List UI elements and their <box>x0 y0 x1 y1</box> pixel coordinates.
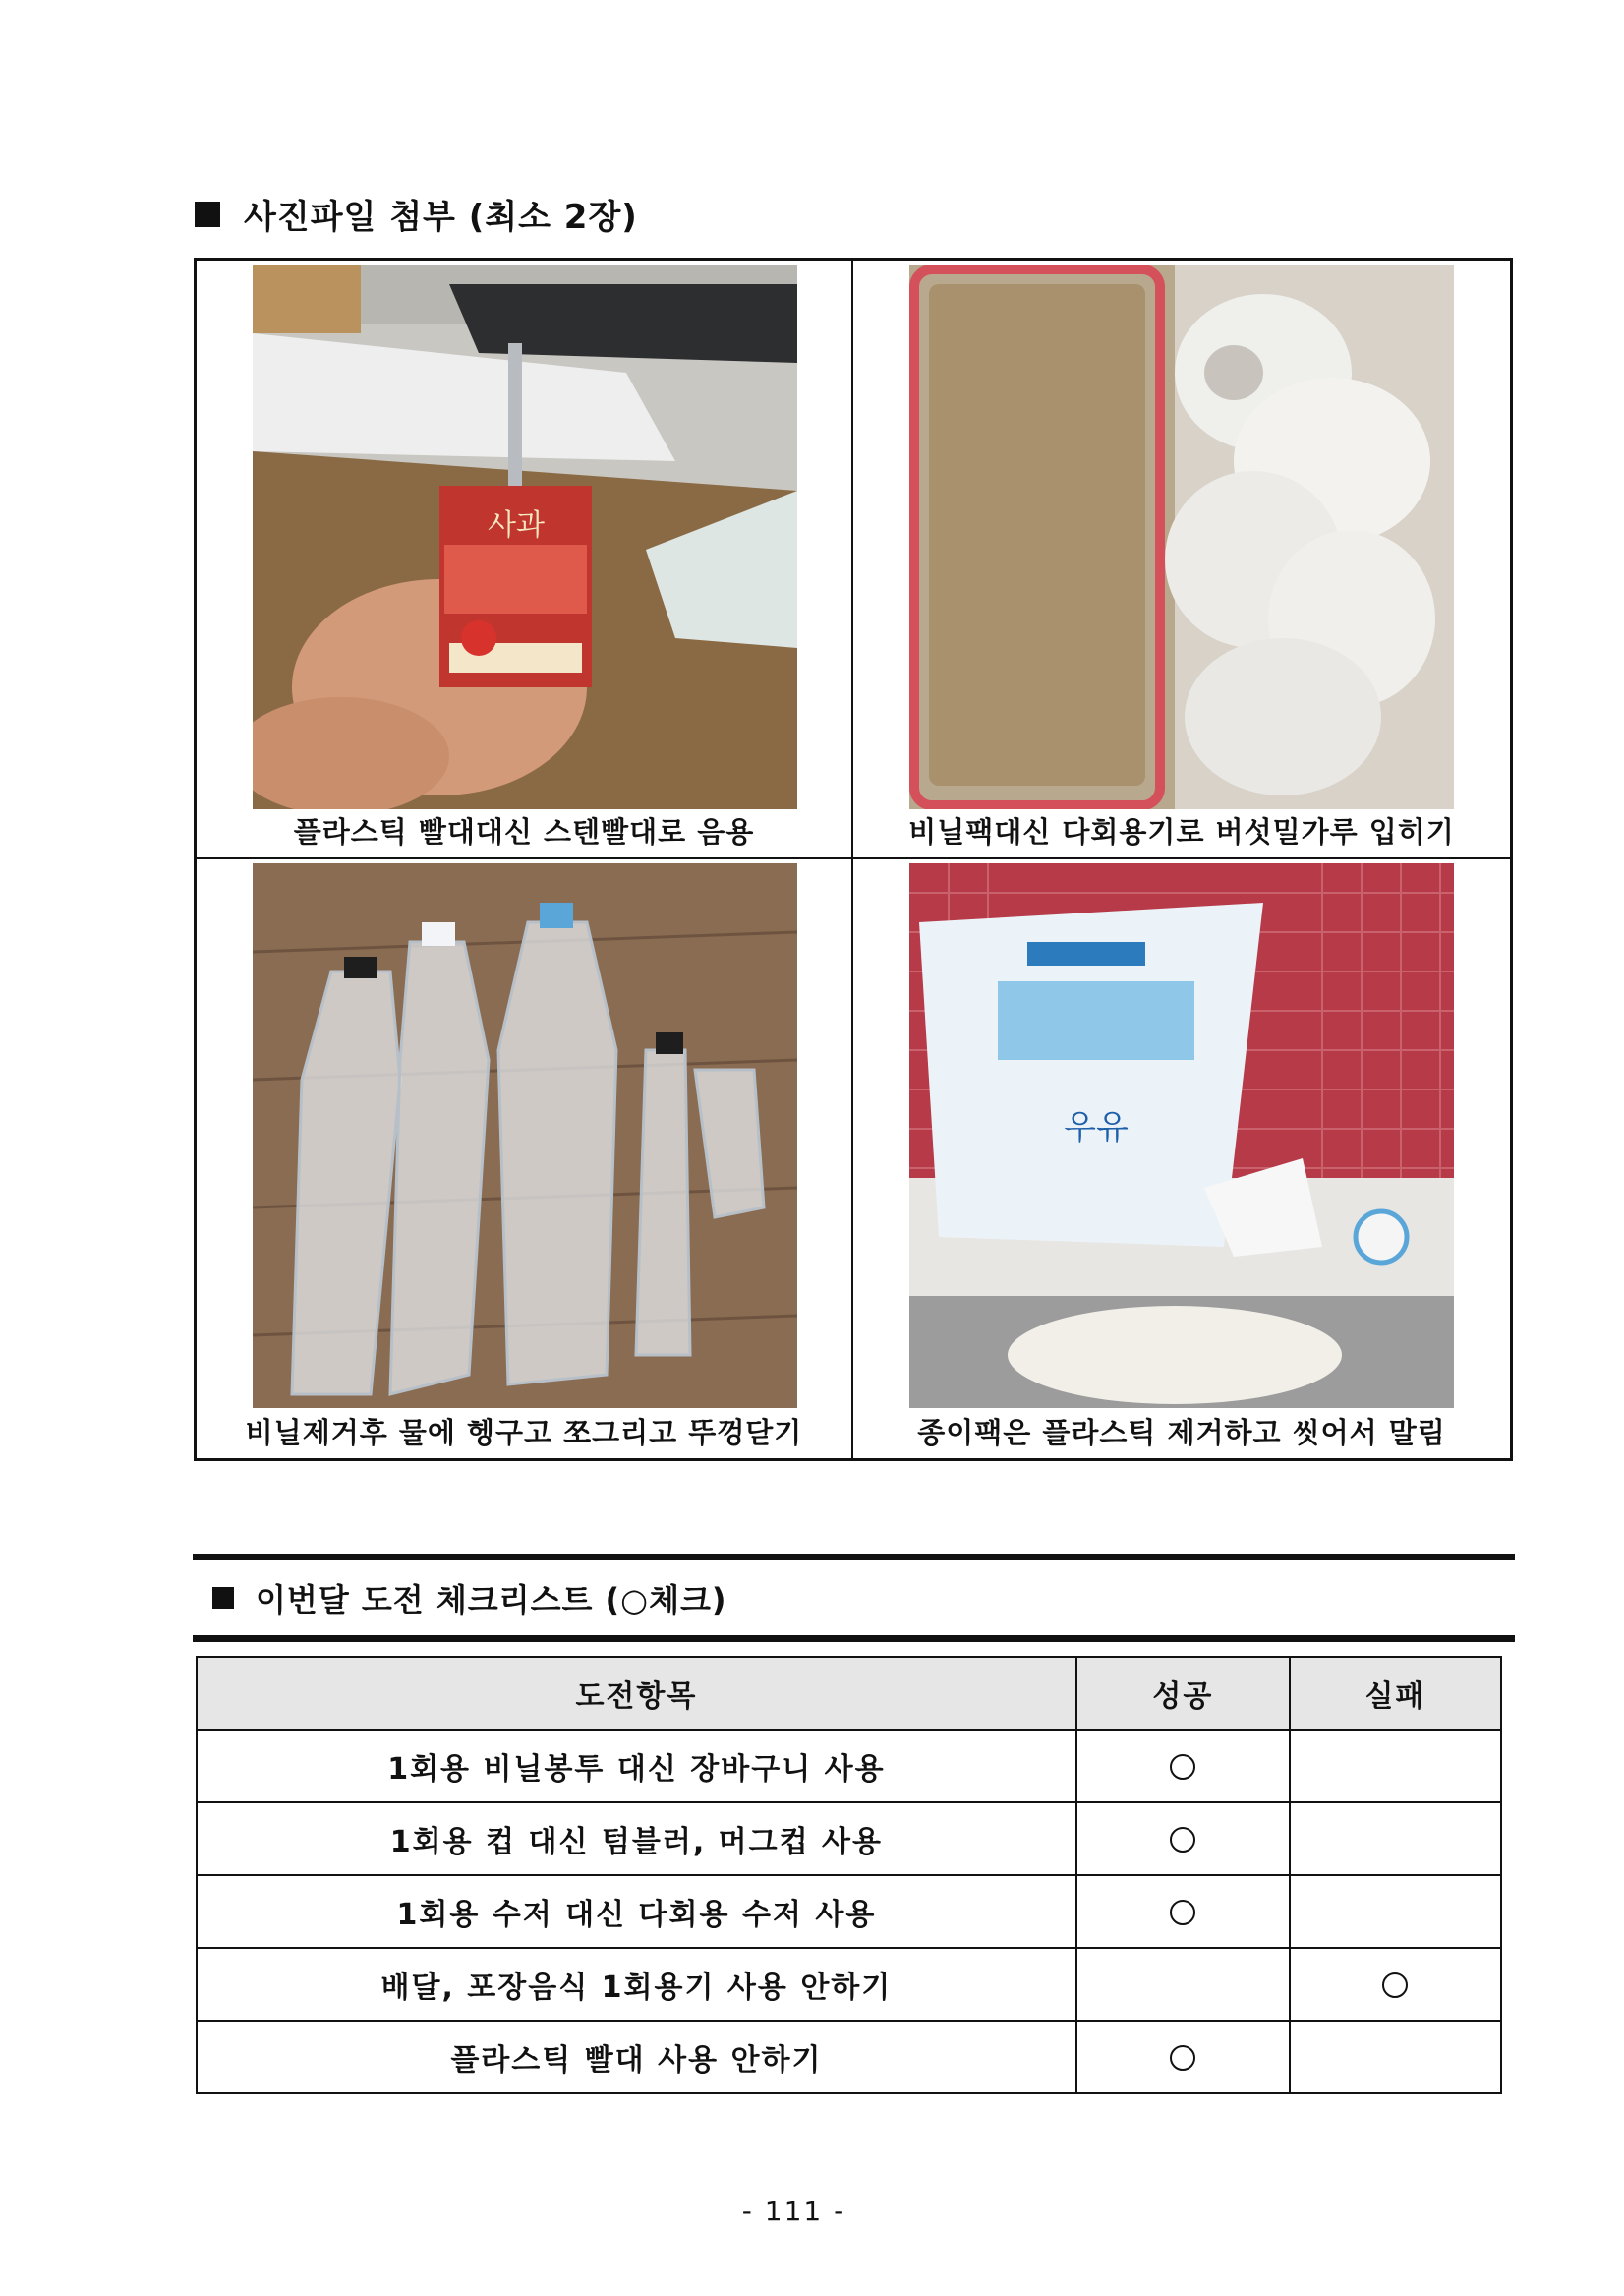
svg-text:사과: 사과 <box>488 508 545 543</box>
fail-cell <box>1290 1875 1501 1948</box>
milk-carton-photo <box>909 863 1454 1408</box>
square-bullet-icon <box>195 202 220 227</box>
circle-mark-icon <box>1170 1827 1195 1853</box>
juice-box-steel-straw-photo <box>253 265 797 809</box>
success-cell <box>1076 1875 1290 1948</box>
checklist-header <box>193 1554 1515 1642</box>
container-mushroom-flour-photo <box>909 265 1454 809</box>
table-row <box>197 1730 1501 1802</box>
photo-section-title <box>195 190 638 238</box>
photo-caption-1: 플라스틱 빨대대신 스텐빨대로 음용 <box>293 815 755 849</box>
svg-text:우유: 우유 <box>1064 1108 1129 1148</box>
challenge-table <box>196 1656 1502 2094</box>
photo-caption-4: 종이팩은 플라스틱 제거하고 씻어서 말림 <box>917 1416 1446 1449</box>
success-cell <box>1076 1730 1290 1802</box>
challenge-item: 1회용 비닐봉투 대신 장바구니 사용 <box>197 1730 1076 1802</box>
checklist-title-text: 이번달 도전 체크리스트 (○체크) <box>256 1581 727 1619</box>
fail-cell <box>1290 1948 1501 2021</box>
photo-caption-3: 비닐제거후 물에 헹구고 쪼그리고 뚜껑닫기 <box>245 1416 803 1449</box>
challenge-item: 1회용 수저 대신 다회용 수저 사용 <box>197 1875 1076 1948</box>
fail-cell <box>1290 2021 1501 2093</box>
fail-cell <box>1290 1802 1501 1875</box>
success-cell <box>1076 1948 1290 2021</box>
challenge-item: 1회용 컵 대신 텀블러, 머그컵 사용 <box>197 1802 1076 1875</box>
table-row <box>197 2021 1501 2093</box>
circle-mark-icon <box>1170 2045 1195 2071</box>
header-item: 도전항목 <box>197 1657 1076 1730</box>
success-cell <box>1076 2021 1290 2093</box>
photo-cell-1 <box>197 261 853 859</box>
circle-mark-icon <box>1170 1900 1195 1925</box>
square-bullet-icon <box>212 1587 234 1609</box>
challenge-item: 배달, 포장음식 1회용기 사용 안하기 <box>197 1948 1076 2021</box>
page-number: - 111 - <box>741 2195 846 2227</box>
header-fail: 실패 <box>1290 1657 1501 1730</box>
photo-cell-4 <box>853 859 1510 1458</box>
circle-mark-icon <box>1170 1754 1195 1780</box>
pet-bottles-photo <box>253 863 797 1408</box>
table-header-row <box>197 1657 1501 1730</box>
photo-cell-3 <box>197 859 853 1458</box>
success-cell <box>1076 1802 1290 1875</box>
photo-section-title-text: 사진파일 첨부 (최소 2장) <box>244 198 638 237</box>
photo-grid <box>194 258 1513 1461</box>
challenge-item: 플라스틱 빨대 사용 안하기 <box>197 2021 1076 2093</box>
table-row <box>197 1948 1501 2021</box>
table-row <box>197 1802 1501 1875</box>
photo-cell-2 <box>853 261 1510 859</box>
fail-cell <box>1290 1730 1501 1802</box>
checklist-title <box>212 1575 727 1620</box>
table-row <box>197 1875 1501 1948</box>
photo-caption-2: 비닐팩대신 다회용기로 버섯밀가루 입히기 <box>908 815 1455 849</box>
header-success: 성공 <box>1076 1657 1290 1730</box>
circle-mark-icon <box>1382 1972 1408 1998</box>
